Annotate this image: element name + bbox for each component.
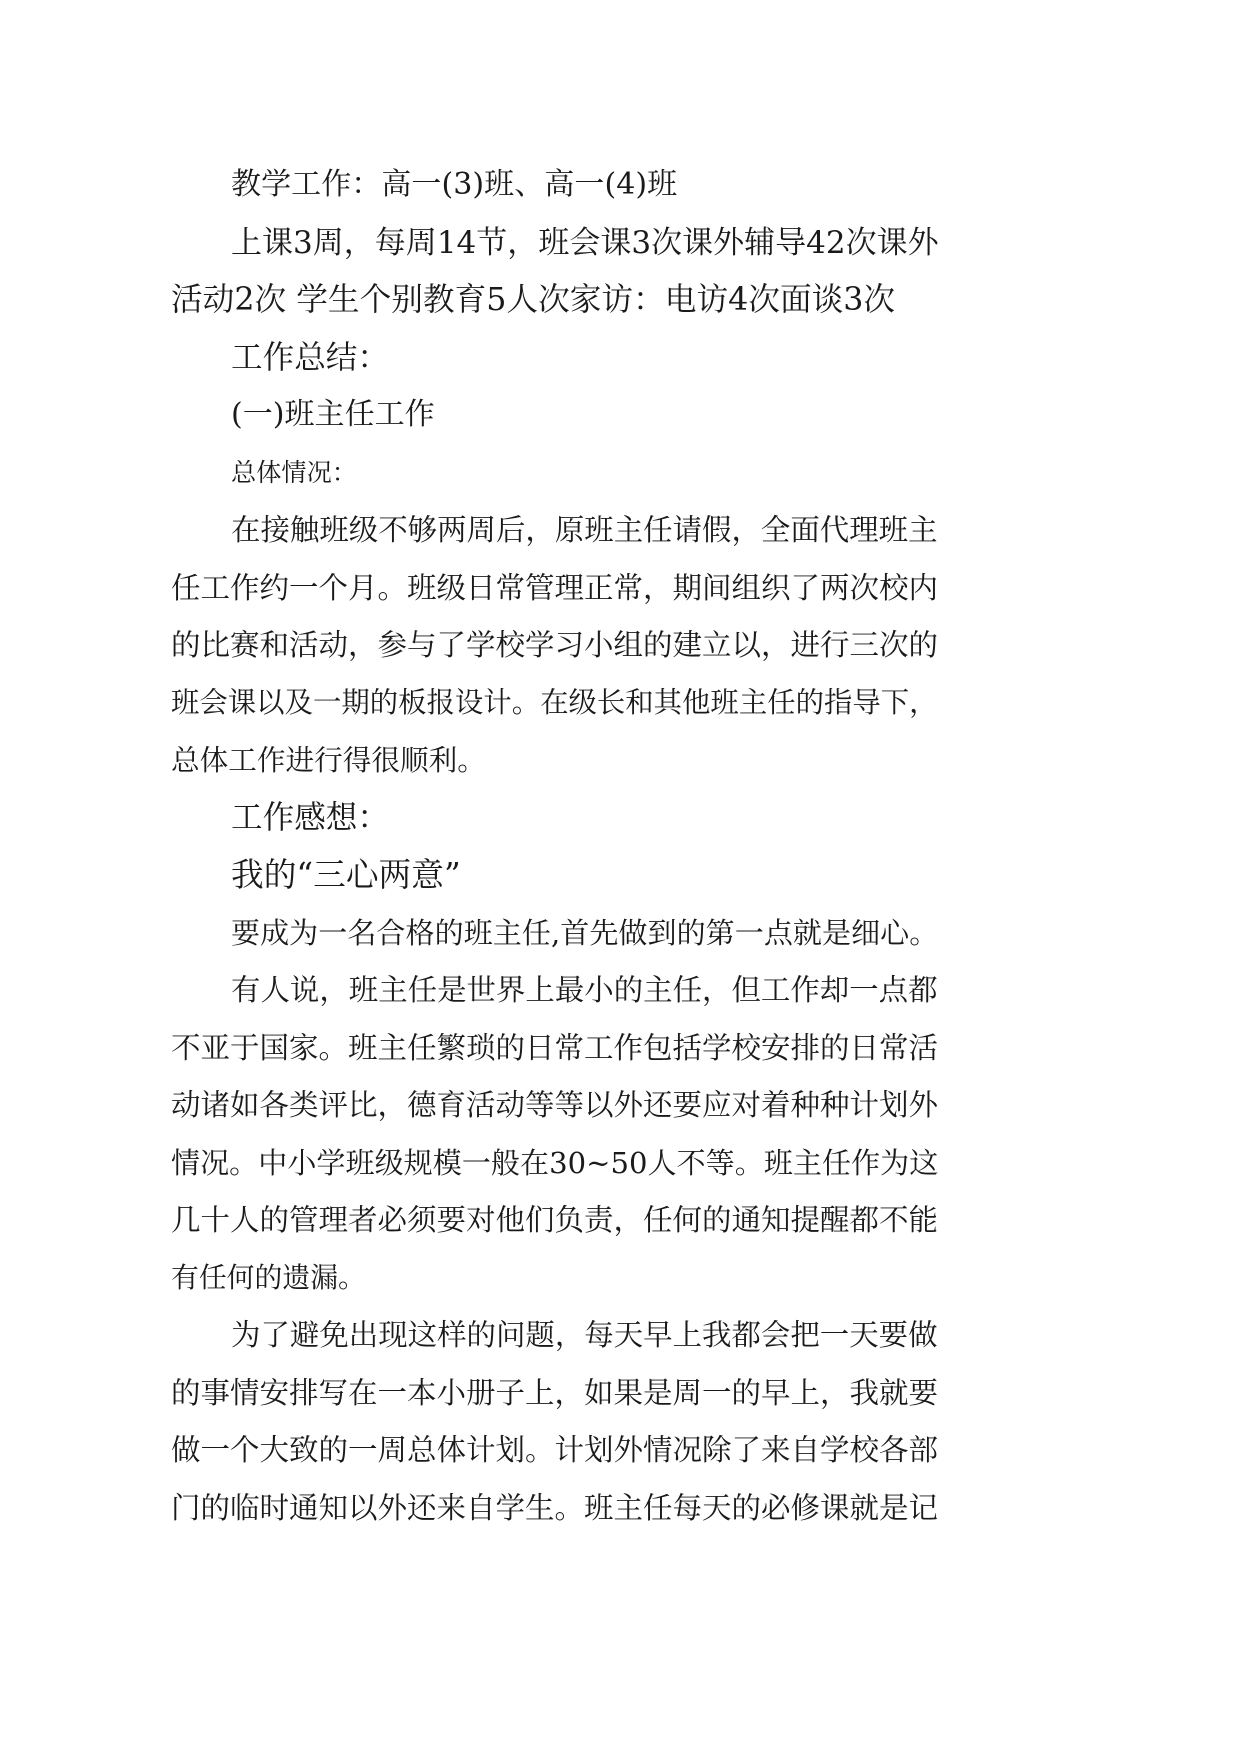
- text-line: 要成为一名合格的班主任,首先做到的第一点就是细心。: [231, 916, 939, 950]
- text-line: 有任何的遗漏。: [171, 1261, 366, 1294]
- text-line: 班会课以及一期的板报设计。在级长和其他班主任的指导下，: [171, 686, 938, 719]
- text-line: 上课3周，每周14节，班会课3次课外辅导42次课外: [231, 225, 939, 261]
- text-line: 教学工作：高一(3)班、高一(4)班: [231, 167, 678, 202]
- text-line: 活动2次 学生个别教育5人次家访：电访4次面谈3次: [171, 282, 896, 318]
- text-line: 的比赛和活动，参与了学校学习小组的建立以，进行三次的: [171, 628, 939, 662]
- text-line: 不亚于国家。班主任繁琐的日常工作包括学校安排的日常活: [171, 1031, 939, 1065]
- text-line: 总体情况：: [231, 458, 357, 487]
- text-line: 做一个大致的一周总体计划。计划外情况除了来自学校各部: [171, 1433, 939, 1467]
- text-line: 门的临时通知以外还来自学生。班主任每天的必修课就是记: [171, 1491, 939, 1525]
- text-line: 有人说，班主任是世界上最小的主任，但工作却一点都: [231, 973, 938, 1007]
- text-line: 工作感想：: [231, 800, 389, 836]
- text-line: 我的“三心两意”: [231, 856, 461, 894]
- text-line: 动诸如各类评比，德育活动等等以外还要应对着种种计划外: [171, 1088, 939, 1122]
- text-line: 总体工作进行得很顺利。: [171, 743, 486, 777]
- text-line: 在接触班级不够两周后，原班主任请假，全面代理班主: [231, 513, 938, 547]
- text-line: 情况。中小学班级规模一般在30~50人不等。班主任作为这: [171, 1146, 939, 1180]
- text-line: 几十人的管理者必须要对他们负责，任何的通知提醒都不能: [171, 1203, 939, 1237]
- text-line: (一)班主任工作: [231, 397, 435, 432]
- text-line: 工作总结：: [231, 340, 389, 376]
- text-line: 的事情安排写在一本小册子上，如果是周一的早上，我就要: [171, 1376, 939, 1410]
- text-line: 为了避免出现这样的问题，每天早上我都会把一天要做: [231, 1318, 938, 1352]
- text-line: 任工作约一个月。班级日常管理正常，期间组织了两次校内: [171, 571, 939, 605]
